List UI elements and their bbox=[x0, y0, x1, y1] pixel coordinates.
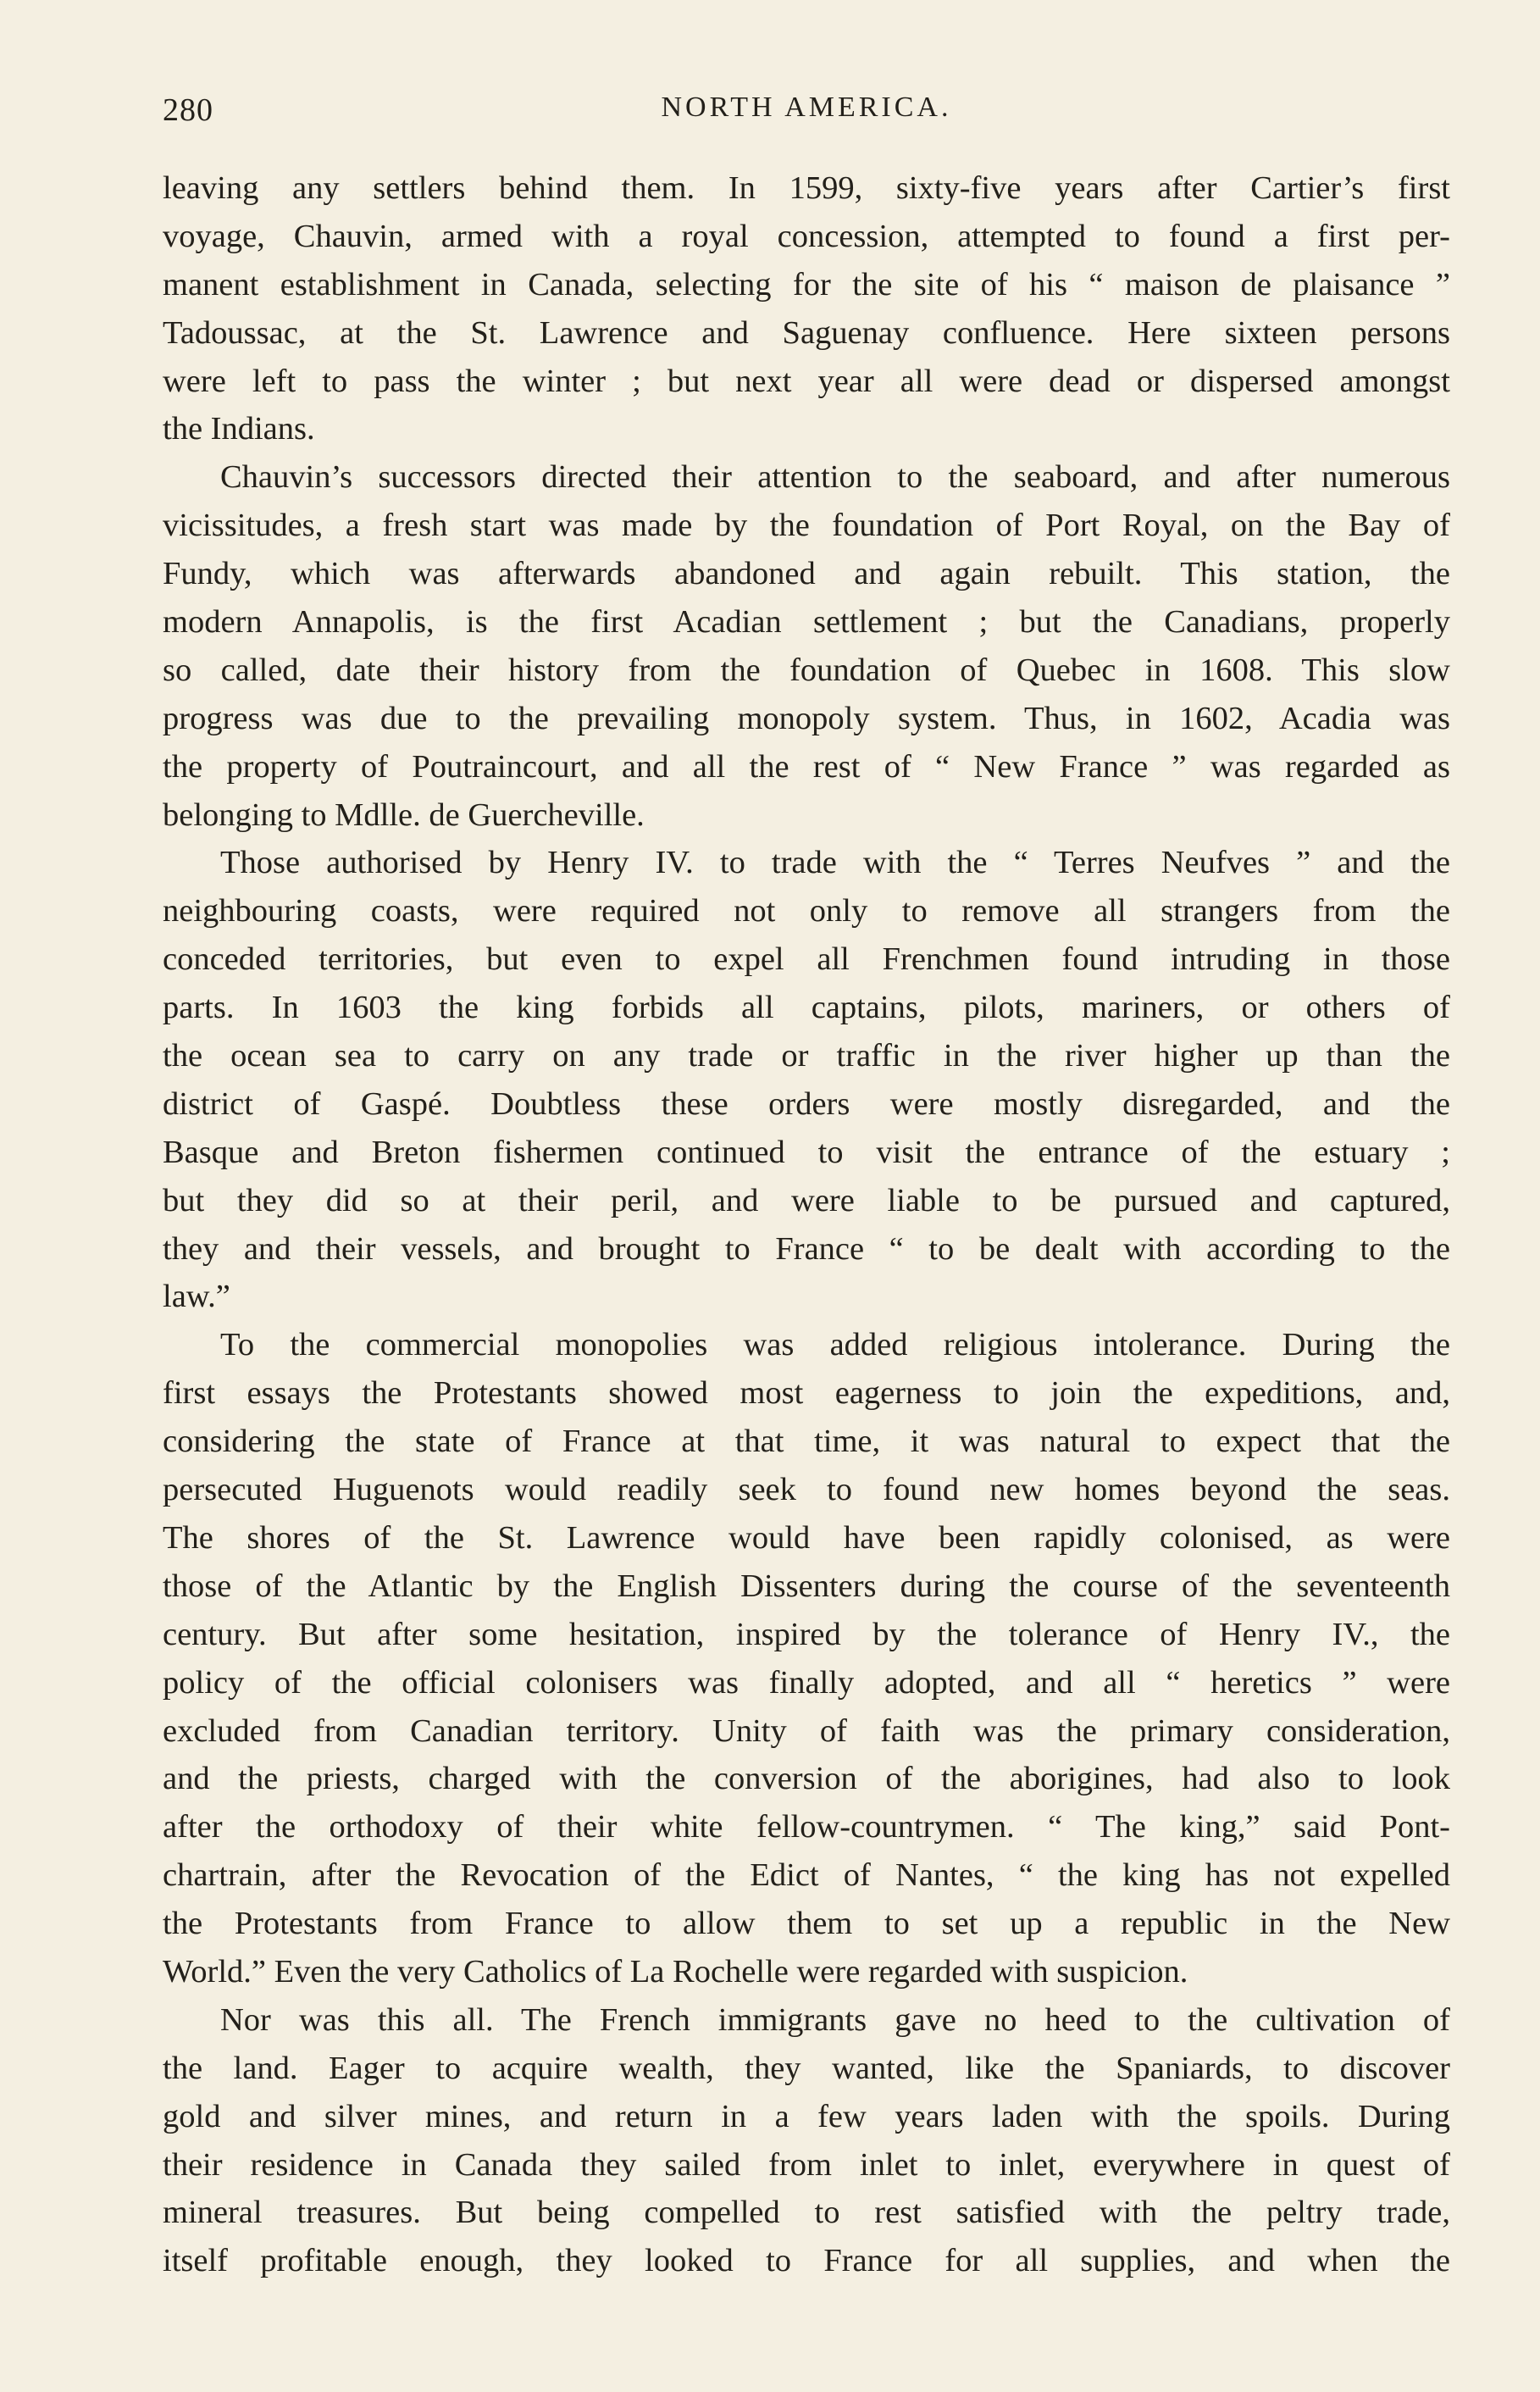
text-line: they and their vessels, and brought to France “ to be dealt with according to the bbox=[163, 1230, 1450, 1267]
text-line: vicissitudes, a fresh start was made by the foundation of Port Royal, on the Bay of bbox=[163, 508, 1450, 544]
text-line: the land. Eager to acquire wealth, they wanted, like the Spaniards, to discover bbox=[163, 2050, 1450, 2086]
text-line: Nor was this all. The French immigrants gave no heed to the cultivation of bbox=[220, 2001, 1450, 2038]
text-line: considering the state of France at that time, it was natural to expect that the bbox=[163, 1424, 1450, 1460]
text-line: first essays the Protestants showed most eagerness to join the expeditions, and, bbox=[163, 1375, 1450, 1412]
text-line: their residence in Canada they sailed from inlet to inlet, everywhere in quest of bbox=[163, 2146, 1450, 2183]
text-line: were left to pass the winter ; but next year all were dead or dispersed amongst bbox=[163, 363, 1450, 399]
text-line: chartrain, after the Revocation of the Edict of Nantes, “ the king has not expelled bbox=[163, 1857, 1450, 1894]
text-line: leaving any settlers behind them. In 1599, sixty-five years after Cartier’s first bbox=[163, 170, 1450, 206]
text-line: century. But after some hesitation, inspired by the tolerance of Henry IV., the bbox=[163, 1616, 1450, 1652]
text-line: Fundy, which was afterwards abandoned and again rebuilt. This station, the bbox=[163, 556, 1450, 592]
text-line: so called, date their history from the foundation of Quebec in 1608. This slow bbox=[163, 652, 1450, 688]
text-line: law.” bbox=[163, 1279, 230, 1315]
text-line: and the priests, charged with the conversion of the aborigines, had also to look bbox=[163, 1761, 1450, 1797]
text-line: mineral treasures. But being compelled to rest satisfied with the peltry trade, bbox=[163, 2195, 1450, 2231]
text-line: the ocean sea to carry on any trade or traffic in the river higher up than the bbox=[163, 1038, 1450, 1074]
text-line: modern Annapolis, is the first Acadian settlement ; but the Canadians, properly bbox=[163, 604, 1450, 641]
text-line: the Indians. bbox=[163, 411, 315, 447]
text-line: policy of the official colonisers was finally adopted, and all “ heretics ” were bbox=[163, 1664, 1450, 1701]
running-head bbox=[163, 92, 1450, 142]
text-line: the Protestants from France to allow them to set up a republic in the New bbox=[163, 1906, 1450, 1942]
text-line: neighbouring coasts, were required not only to remove all strangers from the bbox=[163, 893, 1450, 930]
text-line: the property of Poutraincourt, and all the rest of “ New France ” was regarded as bbox=[163, 748, 1450, 785]
text-line: Tadoussac, at the St. Lawrence and Saguenay confluence. Here sixteen persons bbox=[163, 314, 1450, 351]
page-number: 280 bbox=[163, 92, 213, 128]
running-title: NORTH AMERICA. bbox=[661, 92, 952, 123]
text-line: after the orthodoxy of their white fellow-countrymen. “ The king,” said Pont- bbox=[163, 1809, 1450, 1845]
text-line: those of the Atlantic by the English Dissenters during the course of the seventeenth bbox=[163, 1568, 1450, 1604]
text-line: gold and silver mines, and return in a few years laden with the spoils. During bbox=[163, 2098, 1450, 2134]
text-line: Those authorised by Henry IV. to trade with the “ Terres Neufves ” and the bbox=[220, 845, 1450, 881]
text-line: Basque and Breton fishermen continued to visit the entrance of the estuary ; bbox=[163, 1134, 1450, 1170]
text-line: The shores of the St. Lawrence would have been rapidly colonised, as were bbox=[163, 1519, 1450, 1556]
text-line: manent establishment in Canada, selecting for the site of his “ maison de plaisance ” bbox=[163, 266, 1450, 302]
text-line: excluded from Canadian territory. Unity of faith was the primary consideration, bbox=[163, 1712, 1450, 1749]
text-line: but they did so at their peril, and were liable to be pursued and captured, bbox=[163, 1182, 1450, 1218]
text-line: persecuted Huguenots would readily seek to found new homes beyond the seas. bbox=[163, 1472, 1450, 1508]
text-line: conceded territories, but even to expel all Frenchmen found intruding in those bbox=[163, 941, 1450, 978]
text-line: To the commercial monopolies was added religious intolerance. During the bbox=[220, 1327, 1450, 1363]
text-line: belonging to Mdlle. de Guercheville. bbox=[163, 796, 645, 833]
text-line: itself profitable enough, they looked to France for all supplies, and when the bbox=[163, 2243, 1450, 2279]
text-line: progress was due to the prevailing monopoly system. Thus, in 1602, Acadia was bbox=[163, 700, 1450, 736]
text-line: Chauvin’s successors directed their attention to the seaboard, and after numerous bbox=[220, 459, 1450, 496]
text-line: voyage, Chauvin, armed with a royal concession, attempted to found a first per- bbox=[163, 218, 1450, 254]
text-line: World.” Even the very Catholics of La Rochelle were regarded with suspicion. bbox=[163, 1953, 1188, 1990]
text-line: parts. In 1603 the king forbids all captains, pilots, mariners, or others of bbox=[163, 990, 1450, 1026]
text-line: district of Gaspé. Doubtless these orders were mostly disregarded, and the bbox=[163, 1085, 1450, 1122]
body-text bbox=[163, 164, 1450, 2285]
